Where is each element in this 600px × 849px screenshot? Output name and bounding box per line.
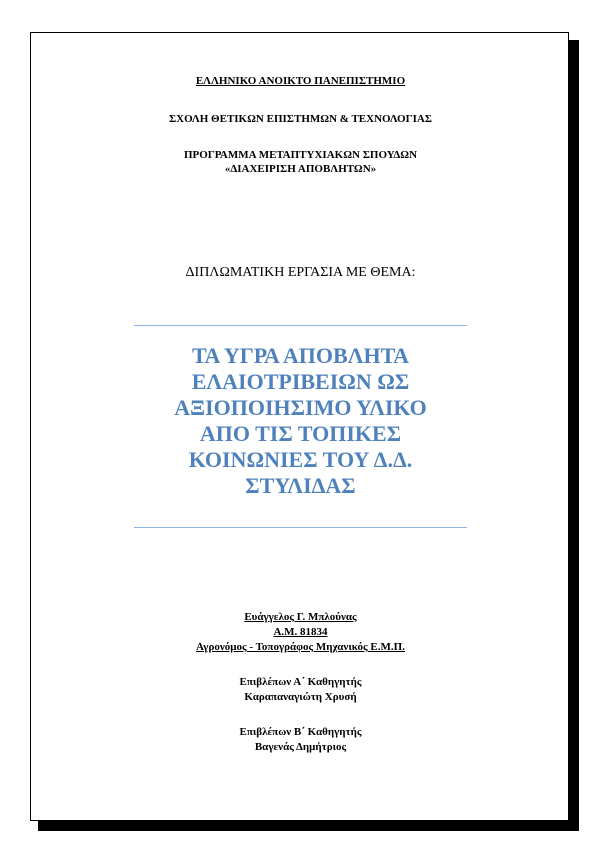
program-subtitle: «ΔΙΑΧΕΙΡΙΣΗ ΑΠΟΒΛΗΤΩΝ» [224, 163, 377, 175]
supervisor-b-name: Βαγενάς Δημήτριος [254, 741, 347, 753]
title-rule-bottom [134, 527, 467, 528]
thesis-title-line: ΕΛΑΙΟΤΡΙΒΕΙΩΝ ΩΣ [191, 369, 410, 394]
author-profession: Αγρονόμος - Τοπογράφος Μηχανικός Ε.Μ.Π. [196, 641, 405, 653]
supervisor-a-name: Καραπαναγιώτη Χρυσή [244, 691, 357, 703]
thesis-title-line: ΣΤΥΛΙΔΑΣ [245, 473, 356, 498]
school-name: ΣΧΟΛΗ ΘΕΤΙΚΩΝ ΕΠΙΣΤΗΜΩΝ & ΤΕΧΝΟΛΟΓΙΑΣ [168, 113, 433, 125]
thesis-title-line: ΑΠΟ ΤΙΣ ΤΟΠΙΚΕΣ [199, 421, 402, 446]
supervisor-a-role: Επιβλέπων Α΄ Καθηγητής [239, 676, 362, 688]
supervisor-b-role: Επιβλέπων Β΄ Καθηγητής [239, 726, 362, 738]
author-name: Ευάγγελος Γ. Μπλούνας [244, 611, 357, 623]
university-name: ΕΛΛΗΝΙΚΟ ΑΝΟΙΚΤΟ ΠΑΝΕΠΙΣΤΗΜΙΟ [195, 75, 406, 87]
title-rule-top [134, 325, 467, 326]
thesis-title-line: ΑΞΙΟΠΟΙΗΣΙΜΟ ΥΛΙΚΟ [174, 395, 427, 420]
thesis-title-line: ΤΑ ΥΓΡΑ ΑΠΟΒΛΗΤΑ [191, 343, 410, 368]
author-student-id: Α.Μ. 81834 [273, 626, 328, 638]
thesis-title-line: ΚΟΙΝΩΝΙΕΣ ΤΟΥ Δ.Δ. [188, 447, 413, 472]
thesis-label: ΔΙΠΛΩΜΑΤΙΚΗ ΕΡΓΑΣΙΑ ΜΕ ΘΕΜΑ: [185, 265, 416, 280]
cover-page-frame [30, 32, 569, 821]
program-name: ΠΡΟΓΡΑΜΜΑ ΜΕΤΑΠΤΥΧΙΑΚΩΝ ΣΠΟΥΔΩΝ [183, 149, 418, 161]
